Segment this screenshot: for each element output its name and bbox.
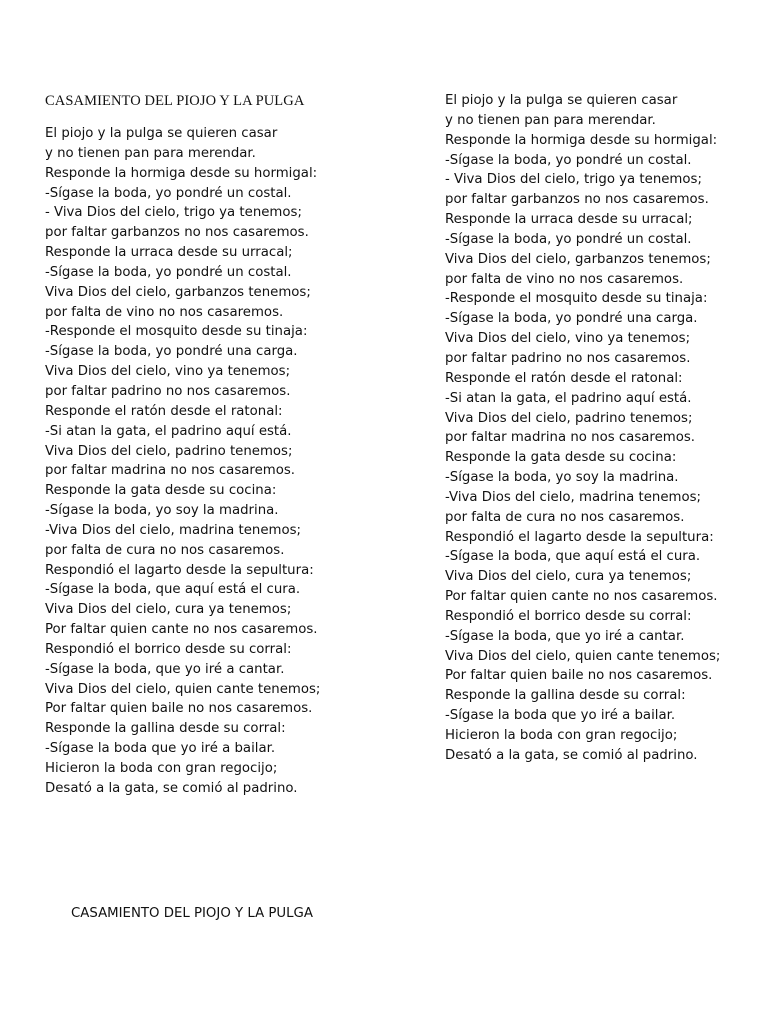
poem-line: -Responde el mosquito desde su tinaja: (445, 291, 708, 307)
poem-line: -Sígase la boda, yo pondré una carga. (445, 311, 698, 327)
poem-line: Por faltar quien cante no nos casaremos. (445, 589, 718, 605)
poem-line: Viva Dios del cielo, vino ya tenemos; (445, 331, 691, 347)
poem-line: Hicieron la boda con gran regocijo; (45, 761, 278, 776)
poem-line: por faltar padrino no nos casaremos. (445, 350, 691, 366)
poem-line: -Sígase la boda, yo soy la madrina. (45, 503, 279, 519)
poem-line: -Sígase la boda, yo pondré un costal. (45, 185, 292, 201)
poem-line: -Sígase la boda, yo soy la madrina. (445, 470, 679, 486)
poem-line: por faltar madrina no nos casaremos. (45, 463, 295, 479)
poem-line: Por faltar quien baile no nos casaremos. (445, 668, 713, 684)
poem-line: Viva Dios del cielo, cura ya tenemos; (45, 602, 292, 618)
poem-line: -Viva Dios del cielo, madrina tenemos; (45, 522, 301, 538)
poem-line: y no tienen pan para merendar. (45, 145, 256, 161)
poem-line: Responde la urraca desde su urracal; (445, 212, 693, 228)
poem-line: Por faltar quien cante no nos casaremos. (45, 622, 318, 638)
poem-left-column (45, 124, 320, 799)
poem-line: -Sígase la boda, que yo iré a cantar. (445, 628, 685, 644)
poem-line: Por faltar quien baile no nos casaremos. (45, 701, 313, 717)
poem-line: -Sígase la boda, yo pondré un costal. (445, 231, 692, 247)
poem-line: Viva Dios del cielo, quien cante tenemos; (445, 648, 721, 664)
poem-line: Responde el ratón desde el ratonal: (445, 370, 683, 386)
poem-line: Responde la hormiga desde su hormigal: (45, 165, 318, 181)
poem-line: Responde la gallina desde su corral: (445, 688, 686, 704)
poem-line: Viva Dios del cielo, padrino tenemos; (445, 410, 693, 426)
poem-line: -Viva Dios del cielo, madrina tenemos; (445, 489, 701, 505)
poem-line: por falta de vino no nos casaremos. (445, 271, 684, 287)
poem-line: - Viva Dios del cielo, trigo ya tenemos; (45, 205, 302, 221)
poem-line: Desató a la gata, se comió al padrino. (445, 747, 698, 763)
poem-line: El piojo y la pulga se quieren casar (445, 93, 678, 108)
poem-title-bottom: CASAMIENTO DEL PIOJO Y LA PULGA (71, 906, 313, 921)
poem-line: por faltar garbanzos no nos casaremos. (45, 225, 309, 241)
poem-line: Respondió el borrico desde su corral: (45, 641, 292, 657)
poem-line: -Sígase la boda, yo pondré un costal. (445, 152, 692, 168)
poem-line: Hicieron la boda con gran regocijo; (445, 728, 678, 743)
poem-line: Responde la hormiga desde su hormigal: (445, 132, 718, 148)
poem-line: Viva Dios del cielo, padrino tenemos; (45, 443, 293, 459)
poem-line: Responde la gata desde su cocina: (45, 483, 277, 499)
poem-line: Responde la gallina desde su corral: (45, 721, 286, 737)
poem-line: El piojo y la pulga se quieren casar (45, 126, 278, 141)
poem-line: por falta de vino no nos casaremos. (45, 304, 284, 320)
poem-line: -Si atan la gata, el padrino aquí está. (45, 423, 292, 439)
poem-line: por faltar padrino no nos casaremos. (45, 383, 291, 399)
poem-line: Viva Dios del cielo, garbanzos tenemos; (45, 284, 311, 300)
poem-line: -Responde el mosquito desde su tinaja: (45, 324, 308, 340)
poem-line: por faltar garbanzos no nos casaremos. (445, 192, 709, 208)
poem-line: -Sígase la boda, que yo iré a cantar. (45, 661, 285, 677)
poem-line: Responde la urraca desde su urracal; (45, 245, 293, 261)
poem-right-column (445, 91, 720, 766)
poem-line: Responde el ratón desde el ratonal: (45, 403, 283, 419)
poem-line: y no tienen pan para merendar. (445, 112, 656, 128)
poem-line: Desató a la gata, se comió al padrino. (45, 780, 298, 796)
poem-line: Responde la gata desde su cocina: (445, 450, 677, 466)
poem-line: Respondió el lagarto desde la sepultura: (445, 529, 714, 545)
poem-line: por faltar madrina no nos casaremos. (445, 430, 695, 446)
poem-line: Viva Dios del cielo, garbanzos tenemos; (445, 251, 711, 267)
poem-line: -Si atan la gata, el padrino aquí está. (445, 390, 692, 406)
poem-line: -Sígase la boda, yo pondré una carga. (45, 344, 298, 360)
poem-line: - Viva Dios del cielo, trigo ya tenemos; (445, 172, 702, 188)
poem-line: -Sígase la boda que yo iré a bailar. (45, 741, 276, 757)
poem-line: por falta de cura no nos casaremos. (445, 509, 685, 525)
poem-line: Respondió el borrico desde su corral: (445, 608, 692, 624)
poem-title: CASAMIENTO DEL PIOJO Y LA PULGA (45, 93, 305, 109)
poem-line: por falta de cura no nos casaremos. (45, 542, 285, 558)
poem-line: -Sígase la boda, que aquí está el cura. (445, 549, 701, 565)
poem-line: -Sígase la boda, que aquí está el cura. (45, 582, 301, 598)
poem-line: Viva Dios del cielo, quien cante tenemos; (45, 681, 321, 697)
poem-line: -Sígase la boda que yo iré a bailar. (445, 708, 676, 724)
poem-line: -Sígase la boda, yo pondré un costal. (45, 264, 292, 280)
poem-line: Viva Dios del cielo, vino ya tenemos; (45, 364, 291, 380)
poem-line: Viva Dios del cielo, cura ya tenemos; (445, 569, 692, 585)
poem-line: Respondió el lagarto desde la sepultura: (45, 562, 314, 578)
